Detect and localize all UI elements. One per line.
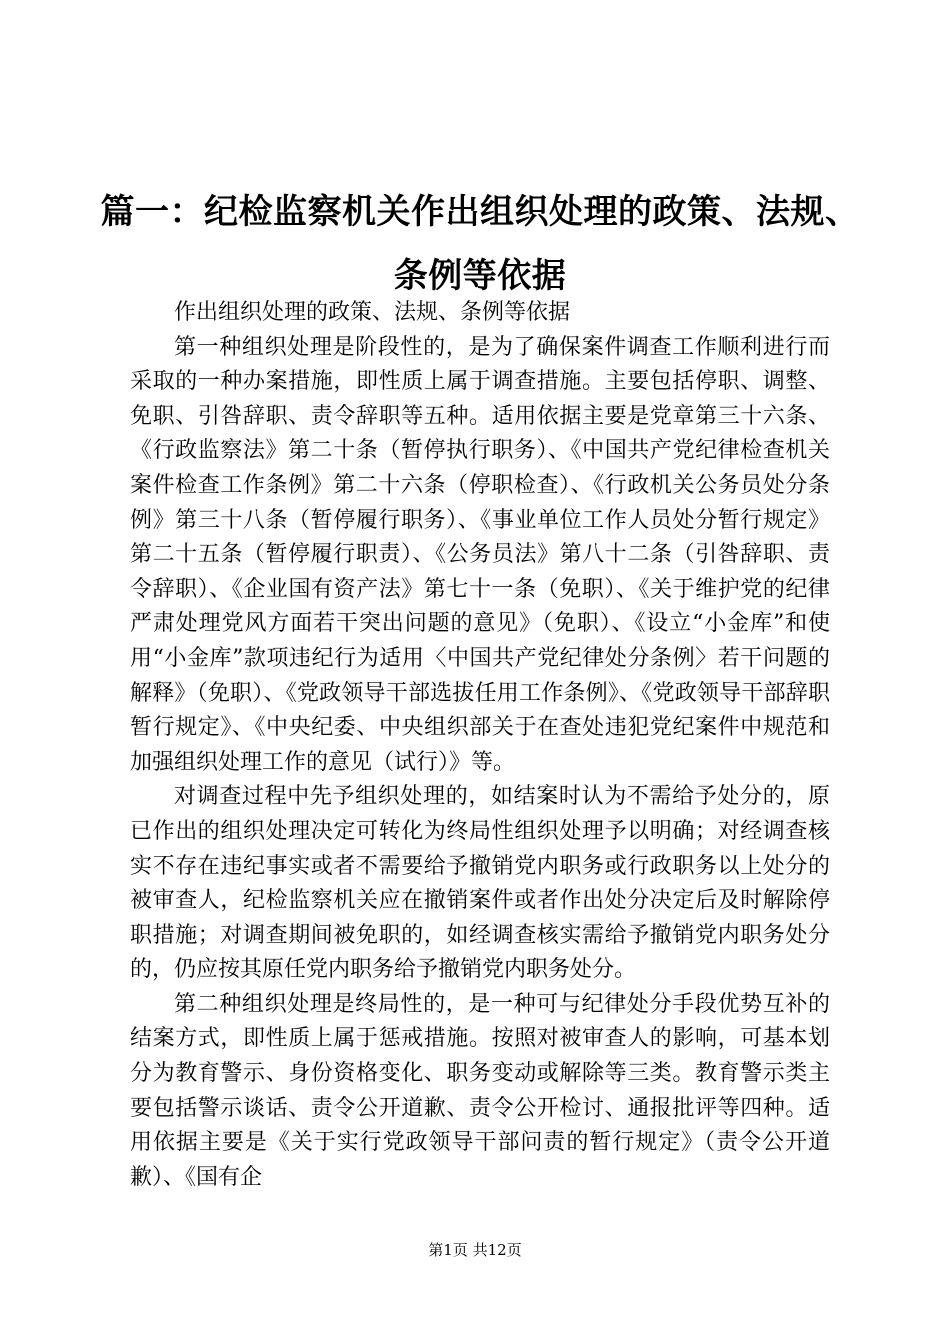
- total-pages: 12: [487, 1241, 507, 1259]
- paragraph-second-type: 第二种组织处理是终局性的，是一种可与纪律处分手段优势互补的结案方式，即性质上属于惩戒措施。按照对被审查人的影响，可基本划分为教育警示、身份资格变化、职务变动或解除等三类。教育警示类主要包括警示谈话、责令公开道歉、责令公开检讨、通报批评等四种。适用依据主要是《关于实行党政领导干部问责的暂行规定》（责令公开道歉）、《国有企: [130, 991, 830, 1190]
- page-number: 1: [443, 1241, 453, 1259]
- document-body: [130, 296, 830, 1195]
- total-prefix: 共: [472, 1241, 488, 1259]
- page-footer: [0, 1240, 950, 1260]
- paragraph-subtitle: 作出组织处理的政策、法规、条例等依据: [174, 300, 571, 325]
- page-suffix: 页: [452, 1241, 468, 1259]
- paragraph-investigation: 对调查过程中先予组织处理的，如结案时认为不需给予处分的，原已作出的组织处理决定可转化为终局性组织处理予以明确；对经调查核实不存在违纪事实或者不需要给予撤销党内职务或行政职务以上处分的被审查人，纪检监察机关应在撤销案件或者作出处分决定后及时解除停职措施；对调查期间被免职的，如经调查核实需给予撤销党内职务处分的，仍应按其原任党内职务给予撤销党内职务处分。: [130, 784, 830, 983]
- document-title: 篇一：纪检监察机关作出组织处理的政策、法规、条例等依据: [100, 192, 860, 296]
- page-prefix: 第: [428, 1241, 444, 1259]
- paragraph-first-type: 第一种组织处理是阶段性的，是为了确保案件调查工作顺利进行而采取的一种办案措施，即性质上属于调查措施。主要包括停职、调整、免职、引咎辞职、责令辞职等五种。适用依据主要是党章第三十六条、《行政监察法》第二十条（暂停执行职务）、《中国共产党纪律检查机关案件检查工作条例》第二十六条（停职检查）、《行政机关公务员处分条例》第三十八条（暂停履行职务）、《事业单位工作人员处分暂行规定》第二十五条（暂停履行职责）、《公务员法》第八十二条（引咎辞职、责令辞职）、《企业国有资产法》第七十一条（免职）、《关于维护党的纪律严肃处理党风方面若干突出问题的意见》（免职）、《设立“小金库”和使用“小金库”款项违纪行为适用〈中国共产党纪律处分条例〉若干问题的解释》（免职）、《党政领导干部选拔任用工作条例》、《党政领导干部辞职暂行规定》、《中央纪委、中央组织部关于在查处违犯党纪案件中规范和加强组织处理工作的意见（试行）》等。: [130, 334, 830, 775]
- total-suffix: 页: [506, 1241, 522, 1259]
